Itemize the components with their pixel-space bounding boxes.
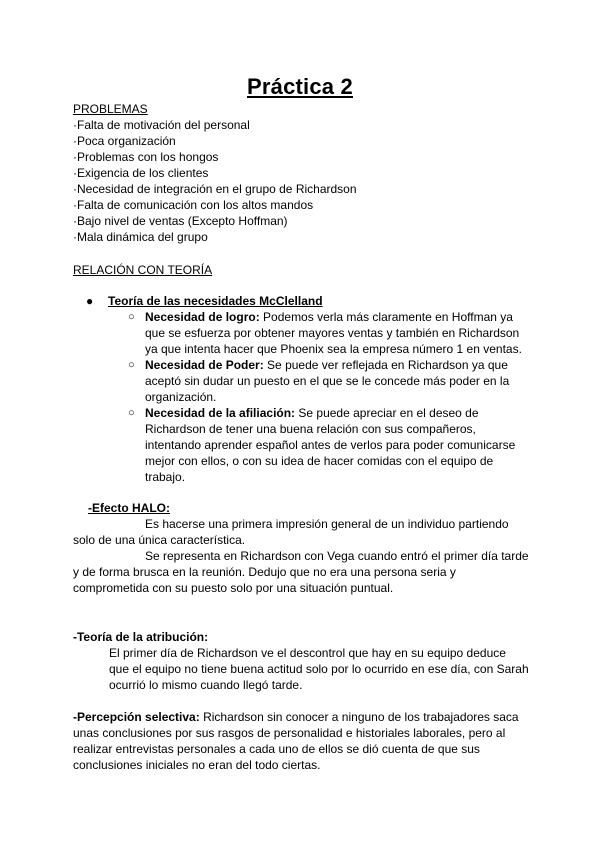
necesidad-label: Necesidad de la afiliación: — [145, 406, 296, 420]
necesidad-text: Se puede ver reflejada en Richardson ya que aceptó sin dudar un puesto en el que se le concede más poder en la organización. — [145, 358, 510, 404]
necesidad-poder-item — [128, 357, 535, 405]
page-title: Práctica 2 — [247, 74, 353, 99]
relacion-heading: RELACIÓN CON TEORÍA — [73, 263, 213, 277]
problem-item: ·Problemas con los hongos — [73, 150, 219, 164]
problem-item: ·Necesidad de integración en el grupo de Richardson — [73, 182, 357, 196]
problems-section — [73, 101, 357, 245]
necesidad-label: Necesidad de Poder: — [145, 358, 264, 372]
atribucion-paragraph: El primer día de Richardson ve el descontrol que hay en su equipo deduce que el equipo no tiene buena actitud solo por lo ocurrido en ese día, con Sarah ocurrió lo mismo cuando llegó tarde. — [109, 646, 529, 692]
problem-item: ·Poca organización — [73, 134, 176, 148]
circle-bullet-icon: ○ — [128, 359, 135, 371]
necesidad-label: Necesidad de logro: — [145, 310, 260, 324]
atribucion-title: -Teoría de la atribución: — [73, 630, 209, 644]
problem-item: ·Exigencia de los clientes — [73, 166, 209, 180]
necesidad-afiliacion-item — [128, 405, 535, 485]
problem-item: ·Bajo nivel de ventas (Excepto Hoffman) — [73, 214, 288, 228]
circle-bullet-icon: ○ — [128, 311, 135, 323]
halo-paragraph-2: Se representa en Richardson con Vega cuando entró el primer día tarde y de forma brusca en la reunión. Dedujo que no era una persona seria y comprometida con su puesto solo por una situación puntual. — [73, 549, 529, 595]
necesidad-logro-item — [128, 309, 535, 357]
bullet-icon: ● — [86, 294, 94, 308]
necesidad-text: Se puede apreciar en el deseo de Richardson de tener una buena relación con sus compañeros, intentando aprender español antes de verlos para poder comunicarse mejor con ellos, o con su idea de hacer comidas con el equipo de trabajo. — [145, 406, 516, 484]
halo-paragraph-1: Es hacerse una primera impresión general de un individuo partiendo solo de una única característica. — [73, 517, 509, 547]
halo-title: -Efecto HALO: — [88, 501, 170, 515]
problems-heading: PROBLEMAS — [73, 102, 148, 116]
problem-item: ·Falta de comunicación con los altos mandos — [73, 198, 314, 212]
percepcion-title: -Percepción selectiva: — [73, 710, 200, 724]
teoria-title: Teoría de las necesidades McClelland — [108, 294, 323, 308]
problem-item: ·Mala dinámica del grupo — [73, 230, 208, 244]
problem-item: ·Falta de motivación del personal — [73, 118, 250, 132]
percepcion-text: Richardson sin conocer a ninguno de los trabajadores saca unas conclusiones por sus rasgos de personalidad e historiales laborales, pero al realizar entrevistas personales a cada uno de ellos se dió cuenta de que sus conclusiones iniciales no eran del todo ciertas. — [73, 710, 519, 772]
circle-bullet-icon: ○ — [128, 407, 135, 419]
necesidad-text: Podemos verla más claramente en Hoffman ya que se esfuerza por obtener mayores ventas y también en Richardson ya que intenta hacer que Phoenix sea la empresa número 1 en ventas. — [145, 310, 522, 356]
percepcion-paragraph — [73, 709, 533, 773]
